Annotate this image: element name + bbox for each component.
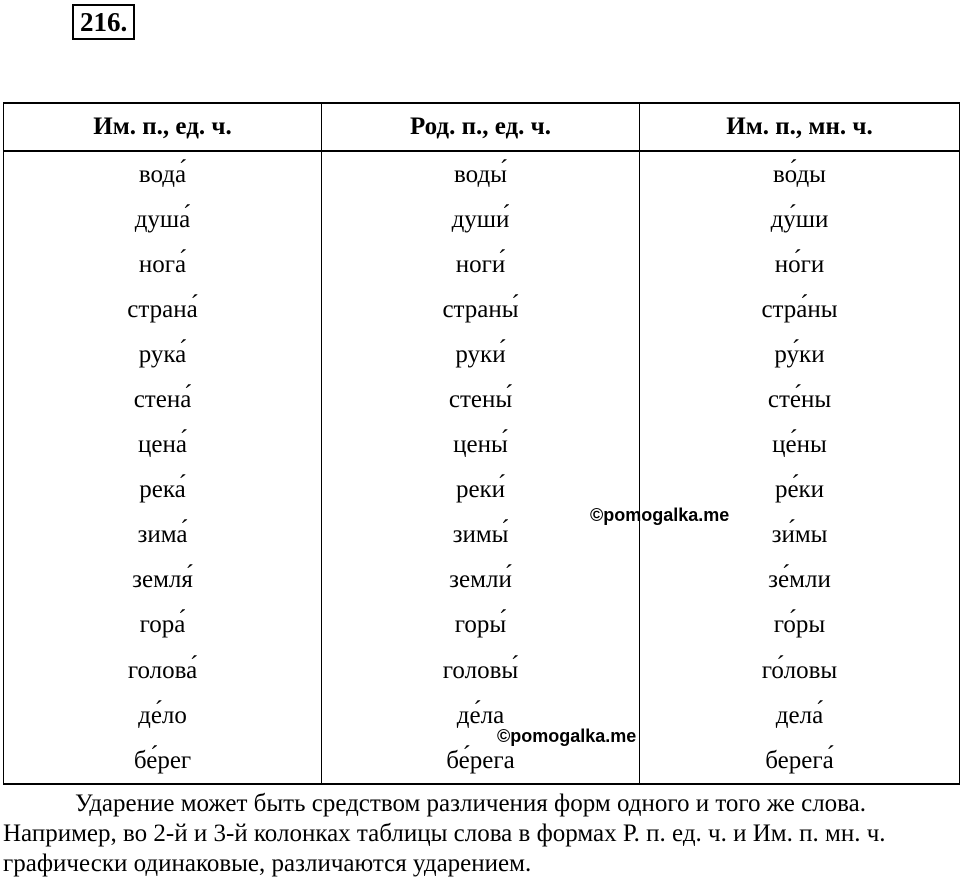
cell-nom-sing: стена́ [4, 377, 322, 422]
cell-nom-plur: во́ды [640, 151, 960, 197]
table-row [4, 468, 960, 513]
table-row [4, 332, 960, 377]
table-body [4, 151, 960, 784]
cell-nom-plur: зе́мли [640, 558, 960, 603]
cell-nom-sing: страна́ [4, 287, 322, 332]
cell-nom-plur: го́ловы [640, 648, 960, 693]
cell-nom-plur: ду́ши [640, 197, 960, 242]
cell-nom-sing: де́ло [4, 693, 322, 738]
word-forms-table [3, 102, 960, 785]
cell-nom-sing: зима́ [4, 513, 322, 558]
table-row [4, 287, 960, 332]
watermark: ©pomogalka.me [590, 505, 730, 525]
cell-nom-plur: ре́ки [640, 468, 960, 513]
table-row [4, 648, 960, 693]
cell-nom-plur: го́ры [640, 603, 960, 648]
task-number: 216. [72, 4, 135, 40]
cell-gen-sing: бе́рега [322, 738, 640, 784]
explanation-text: Ударение может быть средством различения форм одного и того же слова. Например, во 2-й и 3-й колонках таблицы слова в формах Р. п. ед. ч. и Им. п. мн. ч. графически одинаковые, различаются ударением. [3, 790, 886, 877]
cell-gen-sing: горы́ [322, 603, 640, 648]
cell-nom-plur: сте́ны [640, 377, 960, 422]
cell-nom-sing: цена́ [4, 423, 322, 468]
explanation-paragraph [3, 789, 958, 879]
cell-gen-sing: зимы́ [322, 513, 640, 558]
table-row [4, 197, 960, 242]
table-row [4, 513, 960, 558]
cell-nom-sing: рука́ [4, 332, 322, 377]
table-header-row [4, 103, 960, 151]
column-header-nom-plur: Им. п., мн. ч. [640, 103, 960, 151]
table-row [4, 377, 960, 422]
column-header-nom-sing: Им. п., ед. ч. [4, 103, 322, 151]
table-row [4, 242, 960, 287]
cell-nom-sing: гора́ [4, 603, 322, 648]
cell-nom-sing: голова́ [4, 648, 322, 693]
cell-nom-plur: це́ны [640, 423, 960, 468]
cell-nom-sing: вода́ [4, 151, 322, 197]
cell-nom-plur: берега́ [640, 738, 960, 784]
table-row [4, 423, 960, 468]
cell-nom-sing: река́ [4, 468, 322, 513]
table-row [4, 603, 960, 648]
table-row [4, 693, 960, 738]
table-row [4, 738, 960, 784]
cell-gen-sing: головы́ [322, 648, 640, 693]
column-header-gen-sing: Род. п., ед. ч. [322, 103, 640, 151]
cell-gen-sing: ноги́ [322, 242, 640, 287]
cell-gen-sing: де́ла [322, 693, 640, 738]
table-row [4, 558, 960, 603]
cell-nom-sing: нога́ [4, 242, 322, 287]
cell-nom-sing: бе́рег [4, 738, 322, 784]
cell-gen-sing: земли́ [322, 558, 640, 603]
table-row [4, 151, 960, 197]
cell-gen-sing: руки́ [322, 332, 640, 377]
cell-nom-plur: ру́ки [640, 332, 960, 377]
watermark: ©pomogalka.me [497, 726, 637, 746]
cell-gen-sing: стены́ [322, 377, 640, 422]
cell-gen-sing: цены́ [322, 423, 640, 468]
cell-nom-sing: душа́ [4, 197, 322, 242]
cell-nom-plur: но́ги [640, 242, 960, 287]
cell-nom-plur: дела́ [640, 693, 960, 738]
cell-nom-sing: земля́ [4, 558, 322, 603]
cell-gen-sing: страны́ [322, 287, 640, 332]
cell-gen-sing: реки́ [322, 468, 640, 513]
cell-nom-plur: зи́мы [640, 513, 960, 558]
cell-gen-sing: воды́ [322, 151, 640, 197]
cell-gen-sing: души́ [322, 197, 640, 242]
cell-nom-plur: стра́ны [640, 287, 960, 332]
